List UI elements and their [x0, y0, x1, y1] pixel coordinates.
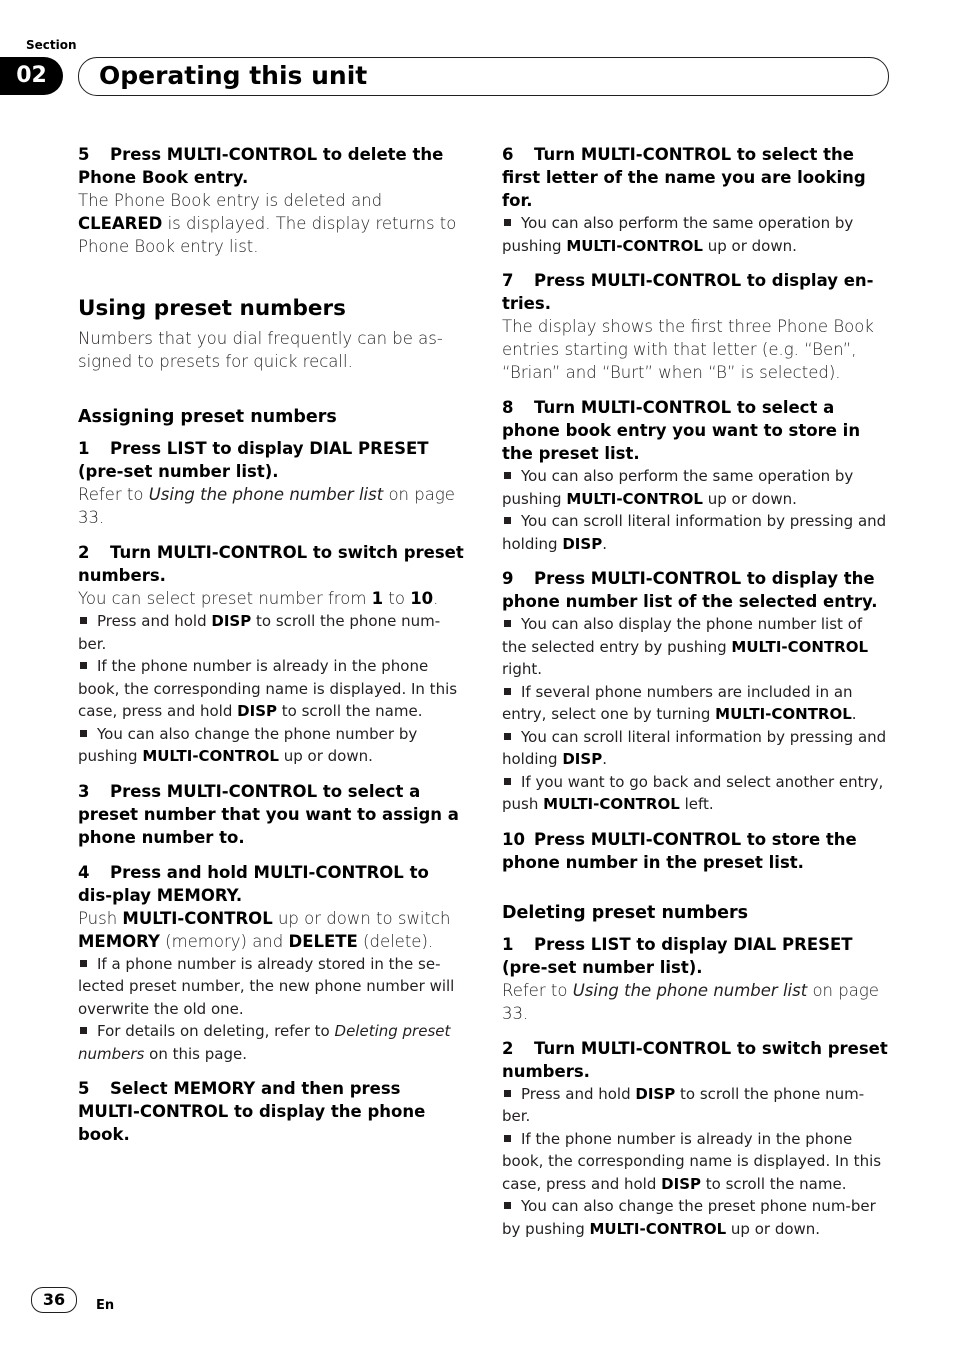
- bullet-square-icon: [504, 620, 511, 627]
- step-5-body: [78, 189, 468, 258]
- text: You can scroll literal information by pressing and holding: [502, 512, 887, 553]
- step-text: Press MULTI-CONTROL to display the phone number list of the selected entry.: [502, 569, 878, 611]
- page-number: 36: [31, 1287, 77, 1313]
- step-2: [78, 541, 468, 587]
- text: Push: [78, 908, 118, 928]
- step-7: [502, 269, 888, 315]
- bold-term: MULTI-CONTROL: [589, 1219, 727, 1238]
- bullet-square-icon: [80, 730, 87, 737]
- bold-term: DISP: [237, 702, 277, 720]
- text: up or down.: [730, 1219, 821, 1238]
- step-text: Turn MULTI-CONTROL to switch preset numbers.: [78, 543, 464, 585]
- bold-term: DELETE: [288, 931, 358, 951]
- text: to scroll the name.: [281, 702, 423, 720]
- text: If several phone numbers are included in an entry, select one by turning: [502, 682, 853, 723]
- text: on page 33.: [502, 980, 879, 1023]
- text: .: [602, 534, 607, 553]
- step-number: 5: [78, 145, 90, 164]
- italic-ref: Using the phone number list: [572, 980, 808, 1000]
- step-text: Press and hold MULTI-CONTROL to dis-play MEMORY.: [78, 862, 429, 905]
- delete-step-1: [502, 933, 888, 979]
- step-number: 1: [78, 439, 90, 458]
- step-text: Press MULTI-CONTROL to store the phone number in the preset list.: [502, 829, 857, 872]
- language-code: En: [96, 1298, 115, 1313]
- step-4: [78, 861, 468, 907]
- step-text: Press MULTI-CONTROL to delete the Phone Book entry.: [78, 145, 444, 187]
- text: Refer to: [502, 980, 568, 1000]
- bullet-square-icon: [80, 960, 87, 967]
- section-heading: Using preset numbers: [78, 296, 346, 321]
- text: left.: [684, 795, 714, 813]
- text: on page 33.: [78, 485, 455, 527]
- bold-term: DISP: [562, 750, 603, 768]
- step-number: 4: [78, 862, 90, 882]
- step-text: Press LIST to display DIAL PRESET (pre-set number list).: [502, 934, 853, 977]
- text: You can also perform the same operation by pushing: [502, 214, 854, 255]
- bullet: [78, 723, 468, 768]
- bold-term: MULTI-CONTROL: [566, 489, 703, 508]
- step-number: 8: [502, 398, 514, 417]
- bullet-square-icon: [80, 662, 87, 669]
- bold-term: 1: [371, 589, 384, 608]
- step-6: [502, 143, 888, 212]
- step-3: [78, 780, 468, 849]
- step-text: Turn MULTI-CONTROL to select a phone book entry you want to store in the preset list.: [502, 398, 861, 463]
- step-text: Press LIST to display DIAL PRESET (pre-set number list).: [78, 439, 429, 481]
- step-9: [502, 567, 888, 613]
- text: You can also display the phone number list of the selected entry by pushing: [502, 615, 863, 656]
- bold-term: DISP: [661, 1174, 701, 1193]
- text: If a phone number is already stored in the se-lected preset number, the new phone number will overwrite the old one.: [78, 954, 455, 1018]
- step-1: [78, 437, 468, 483]
- text: is displayed. The display returns to Phone Book entry list.: [78, 214, 457, 256]
- step-number: 10: [502, 829, 525, 849]
- subheading-assigning: Assigning preset numbers: [78, 407, 337, 427]
- italic-ref: Deleting preset numbers: [78, 1022, 451, 1063]
- bullet-square-icon: [504, 517, 511, 524]
- text: You can scroll literal information by pressing and holding: [502, 727, 887, 768]
- text: Press and hold: [521, 1084, 631, 1103]
- bullet: [78, 953, 468, 1021]
- bullet-square-icon: [504, 778, 511, 785]
- bold-term: MULTI-CONTROL: [543, 795, 680, 813]
- delete-step-1-body: [502, 979, 888, 1025]
- section-label: Section: [26, 38, 77, 52]
- step-2-body: [78, 587, 468, 610]
- text: .: [602, 750, 607, 768]
- step-number: 2: [78, 543, 90, 562]
- step-10: [502, 828, 888, 874]
- step-text: Select MEMORY and then press MULTI-CONTROL to display the phone book.: [78, 1079, 426, 1144]
- bullet-square-icon: [504, 688, 511, 695]
- bold-term: MEMORY: [78, 931, 160, 951]
- text: to scroll the name.: [705, 1174, 847, 1193]
- bullet: [502, 681, 888, 726]
- text: (delete).: [363, 931, 434, 951]
- bullet: [78, 1020, 468, 1065]
- text: to scroll the phone num-ber.: [502, 1084, 865, 1125]
- text: If you want to go back and select another entry, push: [502, 772, 884, 813]
- bullet-square-icon: [80, 1027, 87, 1034]
- text: If the phone number is already in the phone book, the corresponding name is displayed. In this case, press and hold: [502, 1129, 882, 1193]
- step-number: 5: [78, 1079, 90, 1098]
- bold-term: DISP: [562, 534, 603, 553]
- step-number: 3: [78, 781, 90, 801]
- step-number: 2: [502, 1038, 514, 1058]
- bold-term: DISP: [635, 1084, 676, 1103]
- bold-term: DISP: [211, 612, 252, 630]
- bold-term: MULTI-CONTROL: [715, 705, 852, 723]
- right-column: [502, 143, 888, 1240]
- bullet: [502, 510, 888, 555]
- page-title: Operating this unit: [99, 61, 368, 90]
- text: The Phone Book entry is deleted and: [78, 191, 383, 210]
- section-number-badge: 02: [0, 57, 63, 95]
- text: to: [388, 589, 405, 608]
- text: .: [433, 589, 439, 608]
- text: You can select preset number from: [78, 589, 367, 608]
- step-number: 9: [502, 569, 514, 588]
- bullet: [502, 1083, 888, 1128]
- step-number: 6: [502, 145, 514, 164]
- intro-text: Numbers that you dial frequently can be as-signed to presets for quick recall.: [78, 329, 443, 371]
- text: Refer to: [78, 485, 144, 504]
- bullet-square-icon: [504, 472, 511, 479]
- text: on this page.: [149, 1044, 247, 1063]
- bullet-square-icon: [504, 219, 511, 226]
- text: You can also change the preset phone num-ber by pushing: [502, 1197, 876, 1238]
- bullet: [502, 1128, 888, 1196]
- bullet-square-icon: [504, 1135, 511, 1142]
- bold-term: MULTI-CONTROL: [731, 637, 869, 656]
- step-5-delete: [78, 143, 468, 189]
- bullet: [78, 655, 468, 723]
- text: up or down to switch: [277, 908, 451, 928]
- bullet: [502, 726, 888, 771]
- text: right.: [502, 660, 543, 678]
- text: to scroll the phone num-ber.: [78, 612, 441, 653]
- bullet: [502, 212, 888, 257]
- text: up or down.: [707, 489, 797, 508]
- text: (memory) and: [165, 931, 284, 951]
- bullet: [502, 1195, 888, 1240]
- step-text: Turn MULTI-CONTROL to select the first letter of the name you are looking for.: [502, 145, 866, 210]
- step-5-memory: [78, 1077, 468, 1146]
- bullet-square-icon: [504, 733, 511, 740]
- bullet-square-icon: [504, 1090, 511, 1097]
- delete-step-2: [502, 1037, 888, 1083]
- text: .: [851, 705, 857, 723]
- bullet: [502, 771, 888, 816]
- subheading-deleting: Deleting preset numbers: [502, 902, 749, 923]
- bold-term: MULTI-CONTROL: [142, 747, 279, 765]
- bold-term: MULTI-CONTROL: [122, 908, 273, 928]
- bold-term: MULTI-CONTROL: [566, 236, 703, 255]
- text: Press and hold: [97, 612, 207, 630]
- bullet: [78, 610, 468, 655]
- bold-term: 10: [410, 589, 434, 608]
- step-4-body: [78, 907, 468, 953]
- bullet: [502, 465, 888, 510]
- text: You can also perform the same operation by pushing: [502, 467, 854, 508]
- text: up or down.: [707, 236, 797, 255]
- text: If the phone number is already in the phone book, the corresponding name is displayed. In this case, press and hold: [78, 657, 458, 720]
- bullet: [502, 613, 888, 681]
- left-column: [78, 143, 468, 1146]
- text: up or down.: [283, 747, 373, 765]
- step-1-body: [78, 483, 468, 529]
- bullet-square-icon: [504, 1202, 511, 1209]
- bullet-square-icon: [80, 617, 87, 624]
- step-number: 1: [502, 934, 514, 954]
- step-text: Press MULTI-CONTROL to select a preset number that you want to assign a phone number to.: [78, 781, 459, 847]
- italic-ref: Using the phone number list: [148, 485, 384, 504]
- step-8: [502, 396, 888, 465]
- text: You can also change the phone number by pushing: [78, 724, 418, 765]
- step-number: 7: [502, 271, 514, 290]
- bold-term: CLEARED: [78, 214, 163, 233]
- step-text: Turn MULTI-CONTROL to switch preset numbers.: [502, 1038, 888, 1081]
- text: For details on deleting, refer to: [97, 1022, 330, 1040]
- step-text: Press MULTI-CONTROL to display en-tries.: [502, 271, 874, 313]
- step-7-body: The display shows the first three Phone Book entries starting with that letter (e.g. “Ben”, “Brian” and “Burt” when “B” is selected).: [502, 317, 874, 382]
